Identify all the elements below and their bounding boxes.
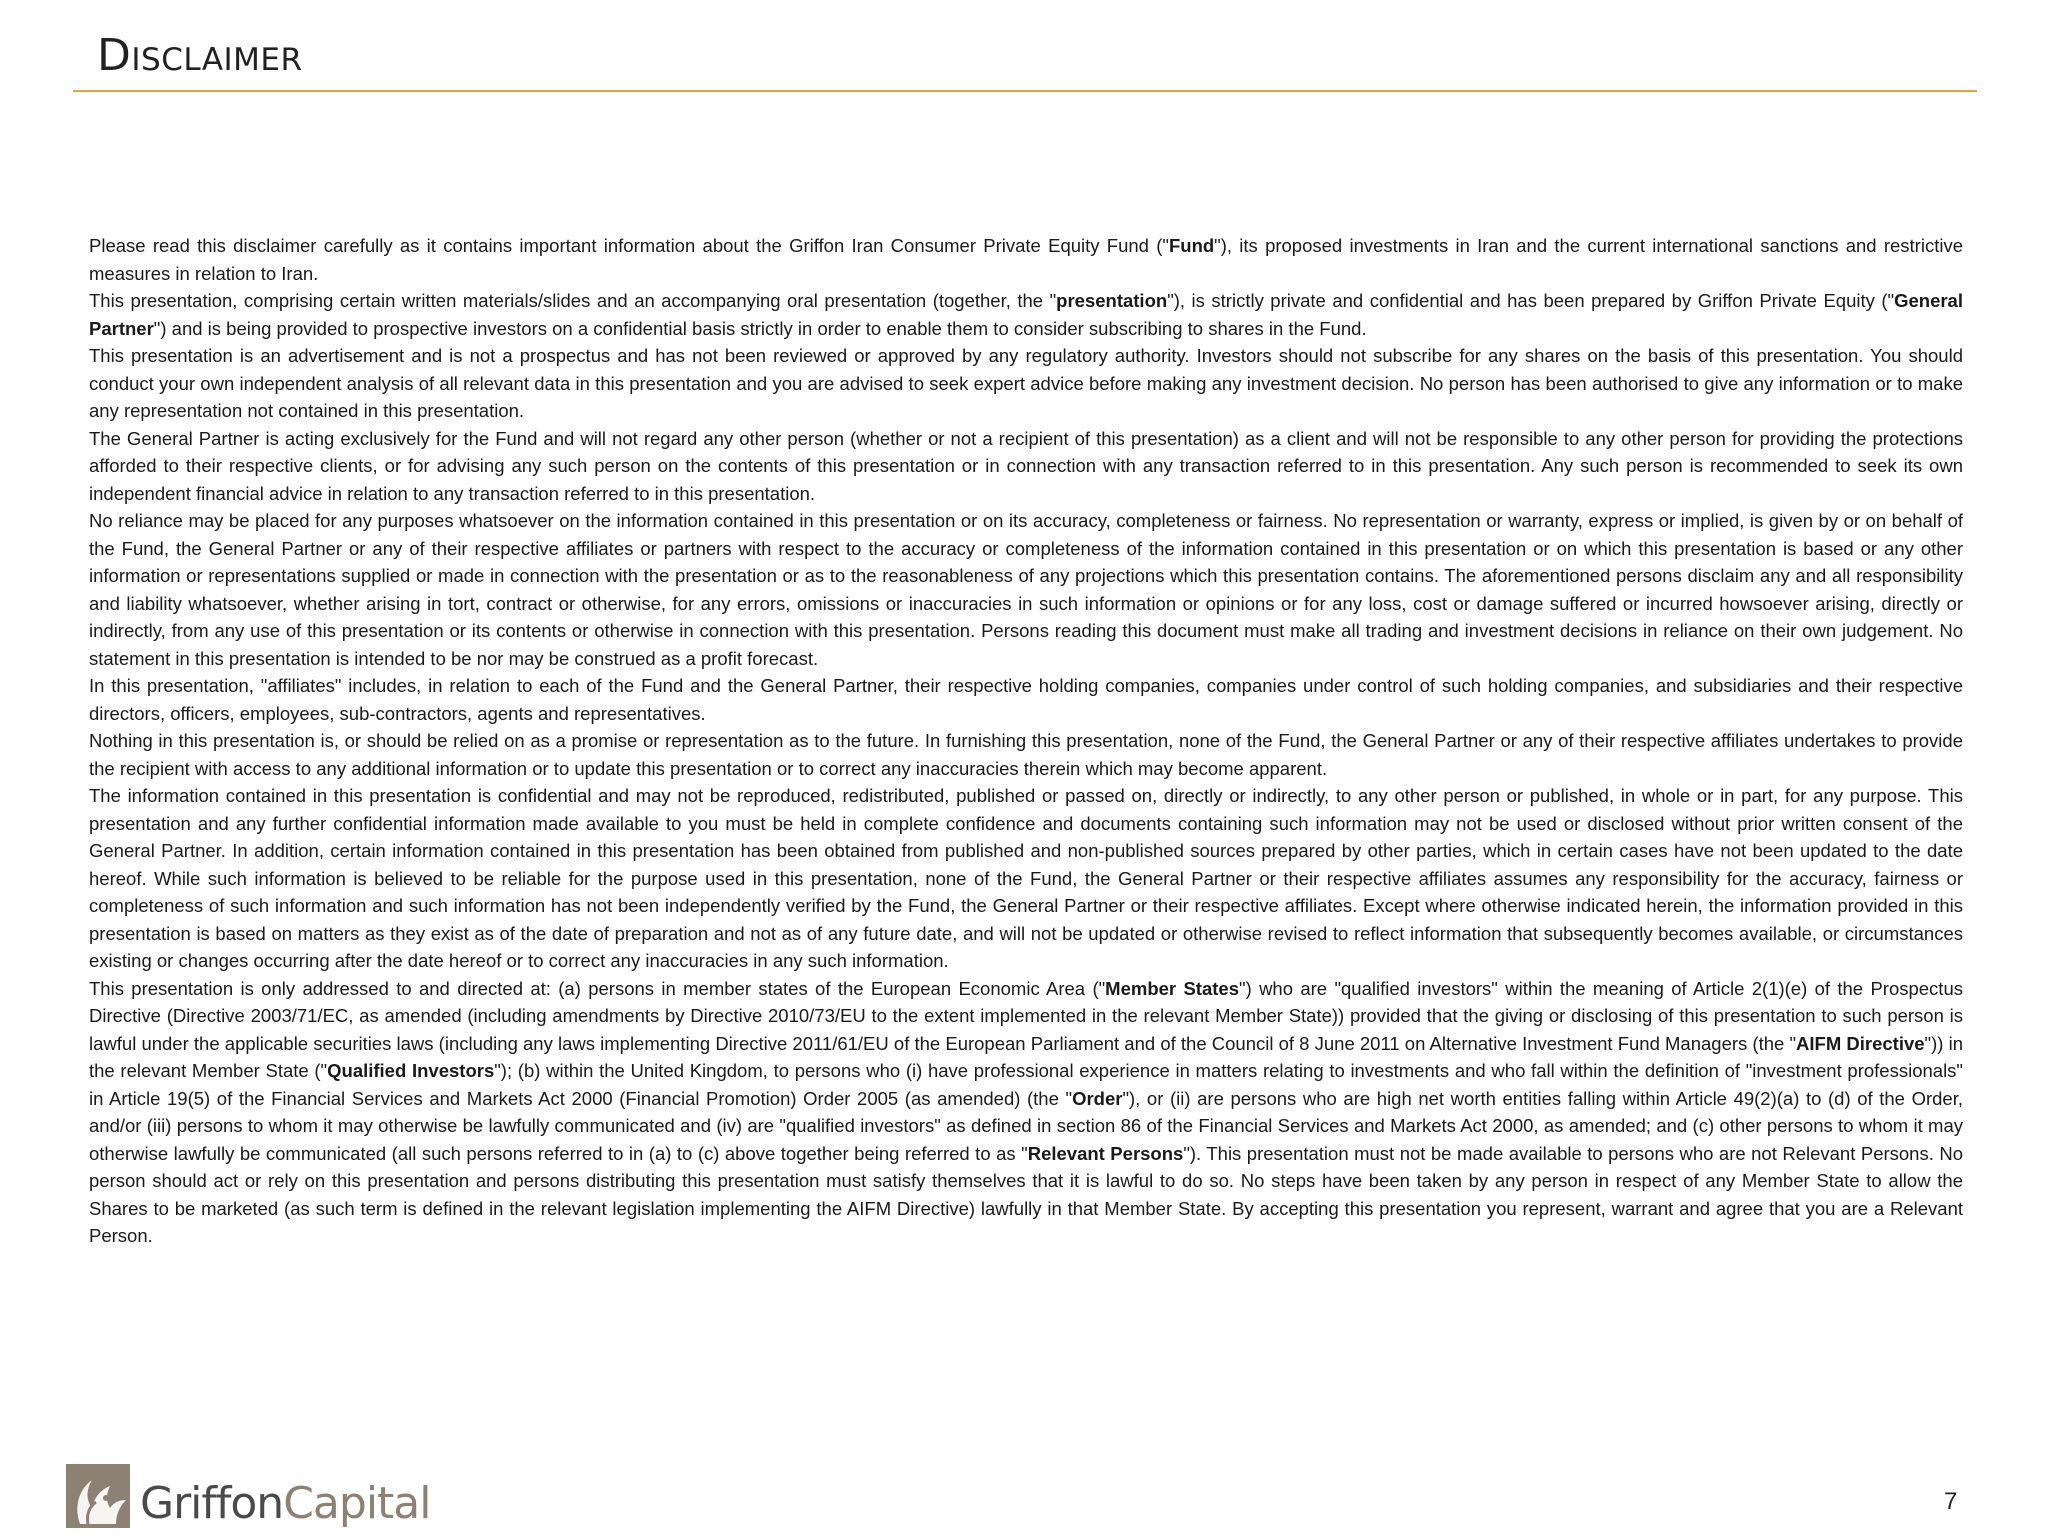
disclaimer-paragraph [89, 287, 1963, 342]
paragraph-text: Please read this disclaimer carefully as it contains important information about the Griffon Iran Consumer Private Equity Fund (" [89, 235, 1169, 256]
paragraph-text: "), or (ii) are persons who are high net worth entities falling within Article 49(2)(a) to (d) of the Order, and/or (iii) persons to whom it may otherwise be lawfully communicated and (iv) are "qualified investors" as defined in section 86 of the Financial Services and Markets Act 2000, as amended; and (c) other persons to whom it may otherwise lawfully be communicated (all such persons referred to in (a) to (c) above together being referred to as " [89, 1087, 1963, 1164]
disclaimer-body [89, 232, 1963, 1250]
paragraph-text: In this presentation, "affiliates" includes, in relation to each of the Fund and the General Partner, their respective holding companies, companies under control of such holding companies, and subsidiaries and their respective directors, officers, employees, sub-contractors, agents and representatives. [89, 675, 1963, 724]
paragraph-text: No reliance may be placed for any purposes whatsoever on the information contained in this presentation or on its accuracy, completeness or fairness. No representation or warranty, express or implied, is given by or on behalf of the Fund, the General Partner or any of their respective affiliates or partners with respect to the accuracy or completeness of the information contained in this presentation or on which this presentation is based or any other information or representations supplied or made in connection with the presentation or as to the reasonableness of any projections which this presentation contains. The aforementioned persons disclaim any and all responsibility and liability whatsoever, whether arising in tort, contract or otherwise, for any errors, omissions or inaccuracies in such information or opinions or for any loss, cost or damage suffered or incurred howsoever arising, directly or indirectly, from any use of this presentation or its contents or otherwise in connection with this presentation. Persons reading this document must make all trading and investment decisions in reliance on their own judgement. No statement in this presentation is intended to be nor may be construed as a profit forecast. [89, 510, 1963, 669]
paragraph-text: This presentation is only addressed to and directed at: (a) persons in member states of the European Economic Area (" [89, 977, 1106, 999]
disclaimer-paragraph [89, 727, 1963, 782]
paragraph-text: "); (b) within the United Kingdom, to persons who (i) have professional experience in matters relating to investments and who fall within the definition of "investment professionals" in Article 19(5) of the Financial Services and Markets Act 2000 (Financial Promotion) Order 2005 (as amended) (the " [89, 1060, 1964, 1109]
logo-wordmark [140, 1478, 431, 1529]
company-logo [66, 1458, 430, 1528]
paragraph-text: "). This presentation must not be made available to persons who are not Relevant Persons. No person should act or rely on this presentation and persons distributing this presentation must satisfy themselves that it is lawful to do so. No steps have been taken by any person in respect of any Member State to allow the Shares to be marketed (as such term is defined in the relevant legislation implementing the AIFM Directive) lawfully in that Member State. By accepting this presentation you represent, warrant and agree that you are a Relevant Person. [89, 1142, 1963, 1246]
paragraph-text: This presentation is an advertisement and is not a prospectus and has not been reviewed or approved by any regulatory authority. Investors should not subscribe for any shares on the basis of this presentation. You should conduct your own independent analysis of all relevant data in this presentation and you are advised to seek expert advice before making any investment decision. No person has been authorised to give any information or to make any representation not contained in this presentation. [89, 345, 1963, 421]
paragraph-text: The information contained in this presentation is confidential and may not be reproduced, redistributed, published or passed on, directly or indirectly, to any other person or published, in whole or in part, for any purpose. This presentation and any further confidential information made available to you must be held in complete confidence and documents containing such information may not be used or disclosed without prior written consent of the General Partner. In addition, certain information contained in this presentation has been obtained from published and non-published sources prepared by other parties, which in certain cases have not been updated to the date hereof. While such information is believed to be reliable for the purpose used in this presentation, none of the Fund, the General Partner or their respective affiliates assumes any responsibility for the accuracy, fairness or completeness of such information and such information has not been independently verified by the Fund, the General Partner or their respective affiliates. Except where otherwise indicated herein, the information provided in this presentation is based on matters as they exist as of the date of preparation and not as of any future date, and will not be updated or otherwise revised to reflect information that subsequently becomes available, or circumstances existing or changes occurring after the date hereof or to correct any inaccuracies in any such information. [89, 785, 1963, 971]
defined-term: presentation [1056, 290, 1168, 311]
disclaimer-paragraph [89, 232, 1963, 287]
paragraph-text: Nothing in this presentation is, or should be relied on as a promise or representation as to the future. In furnishing this presentation, none of the Fund, the General Partner or any of their respective affiliates undertakes to provide the recipient with access to any additional information or to update this presentation or to correct any inaccuracies therein which may become apparent. [89, 730, 1963, 779]
disclaimer-paragraph [89, 342, 1963, 425]
disclaimer-paragraph [89, 672, 1963, 727]
disclaimer-paragraph [89, 507, 1963, 672]
defined-term: Fund [1168, 235, 1215, 256]
page-title: Disclaimer [97, 30, 303, 81]
paragraph-text: ")) in the relevant Member State (" [89, 1032, 1963, 1081]
page-number: 7 [1944, 1488, 1958, 1515]
defined-term: Qualified Investors [327, 1060, 495, 1081]
defined-term: AIFM Directive [1796, 1032, 1925, 1054]
disclaimer-paragraph [89, 425, 1963, 508]
griffon-head-icon [66, 1464, 130, 1528]
paragraph-text: This presentation, comprising certain written materials/slides and an accompanying oral presentation (together, the " [89, 290, 1057, 311]
defined-term: Order [1072, 1087, 1123, 1109]
paragraph-text: ") who are "qualified investors" within the meaning of Article 2(1)(e) of the Prospectus Directive (Directive 2003/71/EC, as amended (including amendments by Directive 2010/73/EU to the extent implemented in the relevant Member State)) provided that the giving or disclosing of this presentation to such person is lawful under the applicable securities laws (including any laws implementing Directive 2011/61/EU of the European Parliament and of the Council of 8 June 2011 on Alternative Investment Fund Managers (the " [89, 977, 1963, 1054]
disclaimer-paragraph [89, 782, 1963, 975]
paragraph-text: ") and is being provided to prospective investors on a confidential basis strictly in order to enable them to consider subscribing to shares in the Fund. [153, 317, 1367, 339]
logo-word-capital: Capital [283, 1478, 431, 1529]
logo-word-griffon: Griffon [140, 1478, 284, 1529]
disclaimer-paragraph [89, 975, 1963, 1250]
defined-term: General Partner [89, 290, 1963, 339]
defined-term: Relevant Persons [1027, 1142, 1184, 1164]
paragraph-text: "), is strictly private and confidential and has been prepared by Griffon Private Equity (" [1167, 290, 1895, 311]
title-divider [73, 90, 1977, 92]
paragraph-text: The General Partner is acting exclusively for the Fund and will not regard any other person (whether or not a recipient of this presentation) as a client and will not be responsible to any other person for providing the protections afforded to their respective clients, or for advising any such person on the contents of this presentation or in connection with any transaction referred to in this presentation. Any such person is recommended to seek its own independent financial advice in relation to any transaction referred to in this presentation. [89, 427, 1963, 504]
defined-term: Member States [1105, 977, 1239, 999]
paragraph-text: "), its proposed investments in Iran and the current international sanctions and restrictive measures in relation to Iran. [89, 235, 1963, 284]
